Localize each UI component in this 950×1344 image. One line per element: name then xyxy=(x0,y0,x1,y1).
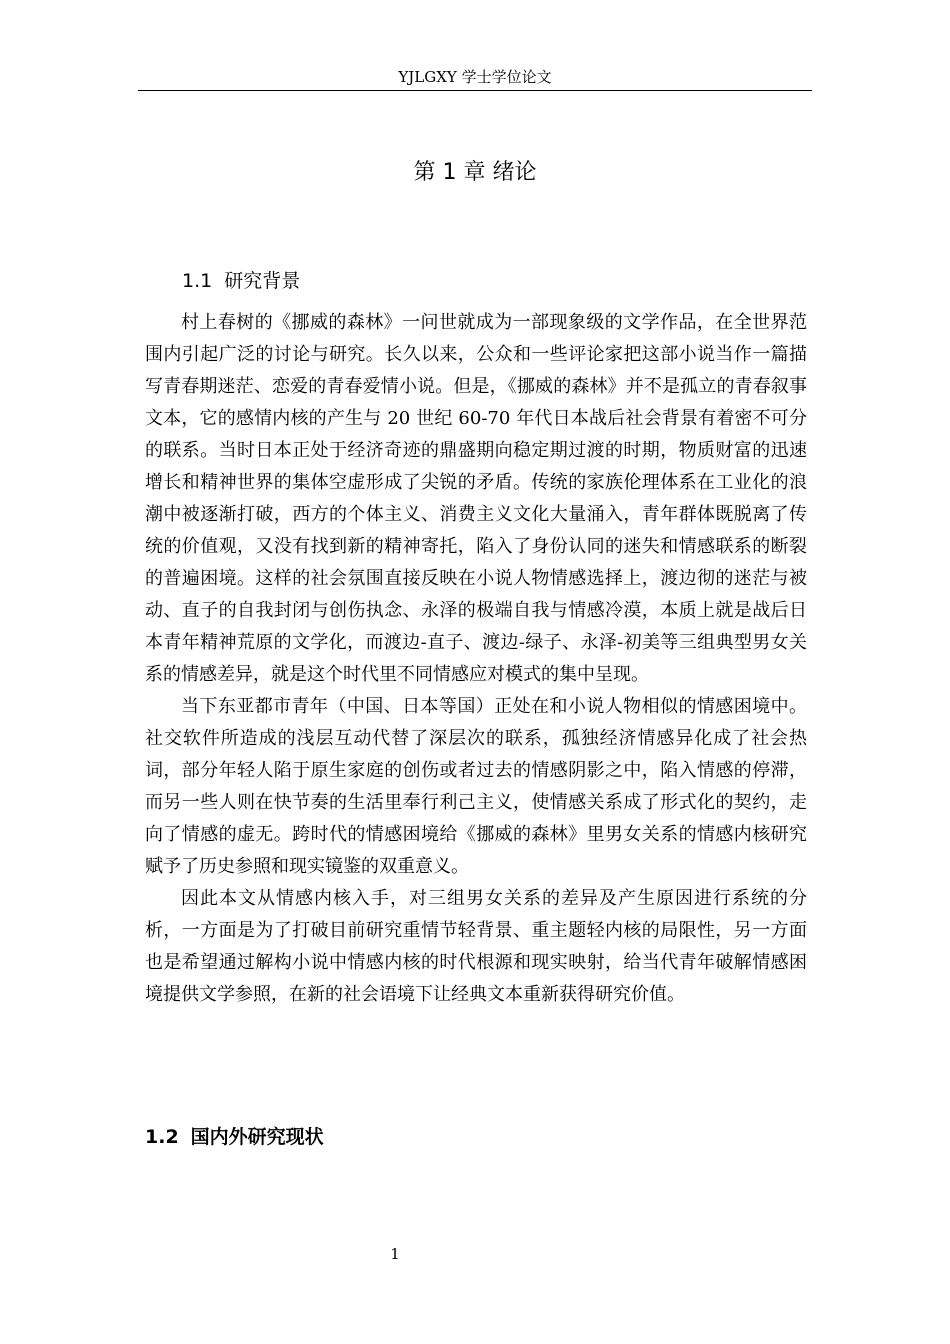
section-heading-1-2 xyxy=(145,1122,324,1152)
section-heading-1-1 xyxy=(182,266,300,296)
section-title: 研究背景 xyxy=(224,270,301,292)
section-1-1-body xyxy=(145,307,807,1011)
paragraph: 村上春树的《挪威的森林》一问世就成为一部现象级的文学作品，在全世界范围内引起广泛的讨论与研究。长久以来，公众和一些评论家把这部小说当作一篇描写青春期迷茫、恋爱的青春爱情小说。但是，《挪威的森林》并不是孤立的青春叙事文本，它的感情内核的产生与 20 世纪 60-70 年代日本战后社会背景有着密不可分的联系。当时日本正处于经济奇迹的鼎盛期向稳定期过渡的时期，物质财富的迅速增长和精神世界的集体空虚形成了尖锐的矛盾。传统的家族伦理体系在工业化的浪潮中被逐渐打破，西方的个体主义、消费主义文化大量涌入，青年群体既脱离了传统的价值观，又没有找到新的精神寄托，陷入了身份认同的迷失和情感联系的断裂的普遍困境。这样的社会氛围直接反映在小说人物情感选择上，渡边彻的迷茫与被动、直子的自我封闭与创伤执念、永泽的极端自我与情感冷漠，本质上就是战后日本青年精神荒原的文学化，而渡边-直子、渡边-绿子、永泽-初美等三组典型男女关系的情感差异，就是这个时代里不同情感应对模式的集中呈现。 xyxy=(145,312,807,685)
section-number: 1.1 xyxy=(182,270,213,292)
page-number: 1 xyxy=(390,1245,400,1263)
running-header xyxy=(138,64,812,91)
paragraph: 当下东亚都市青年（中国、日本等国）正处在和小说人物相似的情感困境中。社交软件所造成的浅层互动代替了深层次的联系，孤独经济情感异化成了社会热词，部分年轻人陷于原生家庭的创伤或者过去的情感阴影之中，陷入情感的停滞，而另一些人则在快节奏的生活里奉行利己主义，使情感关系成了形式化的契约，走向了情感的虚无。跨时代的情感困境给《挪威的森林》里男女关系的情感内核研究赋予了历史参照和现实镜鉴的双重意义。 xyxy=(145,696,807,877)
section-number: 1.2 xyxy=(145,1126,179,1148)
section-title: 国内外研究现状 xyxy=(190,1126,324,1148)
running-header-title: YJLGXY 学士学位论文 xyxy=(398,68,552,86)
chapter-title: 第 1 章 绪论 xyxy=(413,160,537,185)
paragraph: 因此本文从情感内核入手，对三组男女关系的差异及产生原因进行系统的分析，一方面是为了打破目前研究重情节轻背景、重主题轻内核的局限性，另一方面也是希望通过解构小说中情感内核的时代根源和现实映射，给当代青年破解情感困境提供文学参照，在新的社会语境下让经典文本重新获得研究价值。 xyxy=(145,888,807,1005)
